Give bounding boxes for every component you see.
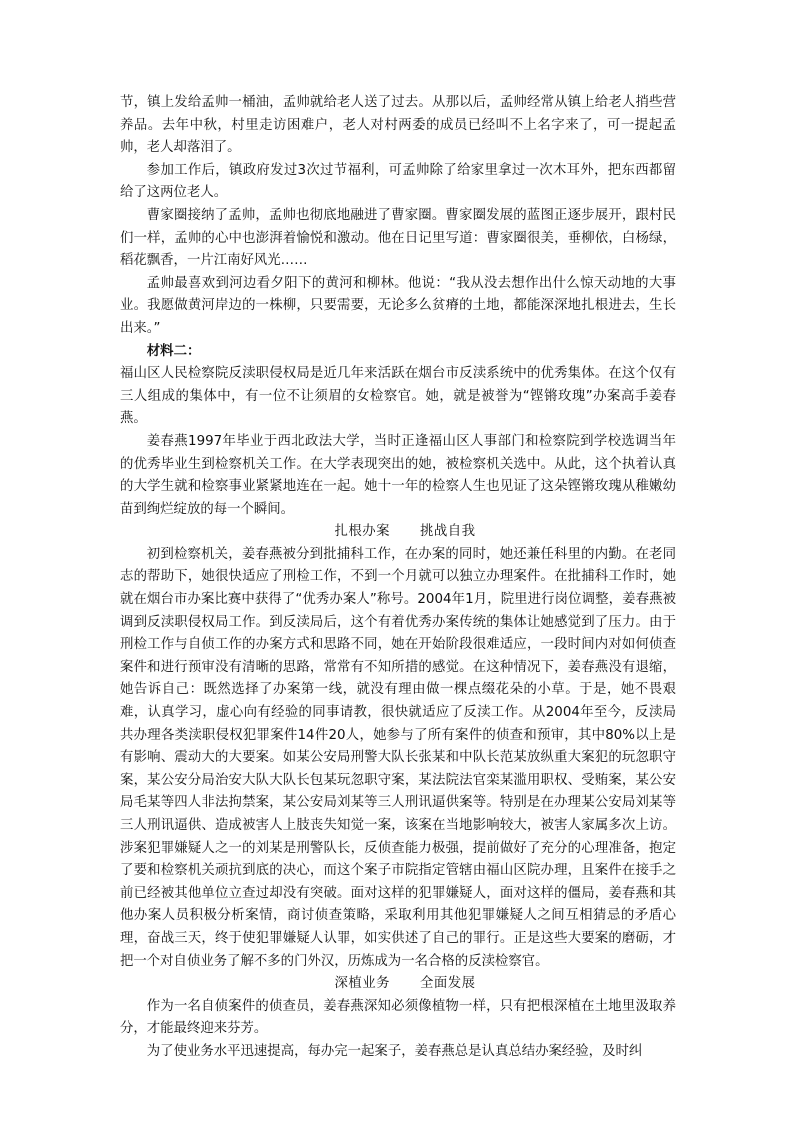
subheading [120,521,676,544]
paragraph: 节，镇上发给孟帅一桶油，孟帅就给老人送了过去。从那以后，孟帅经常从镇上给老人捎些营养品。去年中秋，村里走访困难户，老人对村两委的成员已经叫不上名字来了，可一提起孟帅，老人却落泪了。 [120,95,676,156]
subheading [120,973,676,996]
paragraph: 福山区人民检察院反渎职侵权局是近几年来活跃在烟台市反渎系统中的优秀集体。在这个仅有三人组成的集体中，有一位不让须眉的女检察官。她，就是被誉为“铿锵玫瑰”办案高手姜春燕。 [120,366,676,427]
subheading-part: 深植业务 [334,976,390,992]
paragraph: 参加工作后，镇政府发过3次过节福利，可孟帅除了给家里拿过一次木耳外，把东西都留给了这两位老人。 [120,162,676,201]
paragraph: 作为一名自侦案件的侦查员，姜春燕深知必须像植物一样，只有把根深植在土地里汲取养分，才能最终迎来芬芳。 [120,998,676,1037]
paragraph: 曹家圈接纳了孟帅，孟帅也彻底地融进了曹家圈。曹家圈发展的蓝图正逐步展开，跟村民们一样，孟帅的心中也澎湃着愉悦和激动。他在日记里写道：曹家圈很美，垂柳依，白杨绿，稻花飘香，一片江南好风光…… [120,207,676,269]
paragraph: 姜春燕1997年毕业于西北政法大学，当时正逢福山区人事部门和检察院到学校选调当年的优秀毕业生到检察机关工作。在大学表现突出的她，被检察机关选中。从此，这个执着认真的大学生就和检察事业紧紧地连在一起。她十一年的检察人生也见证了这朵铿锵玫瑰从稚嫩幼苗到绚烂绽放的每一个瞬间。 [120,433,676,517]
subheading-part: 全面发展 [420,976,476,992]
subheading-part: 扎根办案 [334,524,390,540]
paragraph: 初到检察机关，姜春燕被分到批捕科工作，在办案的同时，她还兼任科里的内勤。在老同志的帮助下，她很快适应了刑检工作，不到一个月就可以独立办理案件。在批捕科工作时，她就在烟台市办案比赛中获得了“优秀办案人”称号。2004年1月，院里进行岗位调整，姜春燕被调到反渎职侵权局工作。到反渎局后，这个有着优秀办案传统的集体让她感觉到了压力。由于刑检工作与自侦工作的办案方式和思路不同，她在开始阶段很难适应，一段时间内对如何侦查案件和进行预审没有清晰的思路，常常有不知所措的感觉。在这种情况下，姜春燕没有退缩，她告诉自己：既然选择了办案第一线，就没有理由做一棵点缀花朵的小草。于是，她不畏艰难，认真学习，虚心向有经验的同事请教，很快就适应了反渎工作。从2004年至今，反渎局共办理各类渎职侵权犯罪案件14件20人，她参与了所有案件的侦查和预审，其中80%以上是有影响、震动大的大要案。如某公安局刑警大队长张某和中队长范某放纵重大案犯的玩忽职守案，某公安分局治安大队大队长包某玩忽职守案，某法院法官栾某滥用职权、受贿案，某公安局毛某等四人非法拘禁案，某公安局刘某等三人刑讯逼供案等。特别是在办理某公安局刘某等三人刑讯逼供、造成被害人上肢丧失知觉一案，该案在当地影响较大，被害人家属多次上访。涉案犯罪嫌疑人之一的刘某是刑警队长，反侦查能力极强，提前做好了充分的心理准备，抱定了要和检察机关顽抗到底的决心，而这个案子市院指定管辖由福山区院办理，且案件在接手之前已经被其他单位立查过却没有突破。面对这样的犯罪嫌疑人，面对这样的僵局，姜春燕和其他办案人员积极分析案情，商讨侦查策略，采取利用其他犯罪嫌疑人之间互相猜忌的矛盾心理，奋战三天，终于使犯罪嫌疑人认罪，如实供述了自己的罪行。正是这些大要案的磨砺，才把一个对自侦业务了解不多的门外汉，历炼成为一名合格的反渎检察官。 [120,546,676,969]
document-page [120,92,676,1064]
paragraph: 孟帅最喜欢到河边看夕阳下的黄河和柳林。他说：“我从没去想作出什么惊天动地的大事业。我愿做黄河岸边的一株柳，只要需要，无论多么贫瘠的土地，都能深深地扎根进去，生长出来。” [120,275,676,336]
paragraph: 为了使业务水平迅速提高，每办完一起案子，姜春燕总是认真总结办案经验，及时纠 [146,1043,643,1059]
section-heading: 材料二： [146,343,201,359]
subheading-part: 挑战自我 [420,524,476,540]
